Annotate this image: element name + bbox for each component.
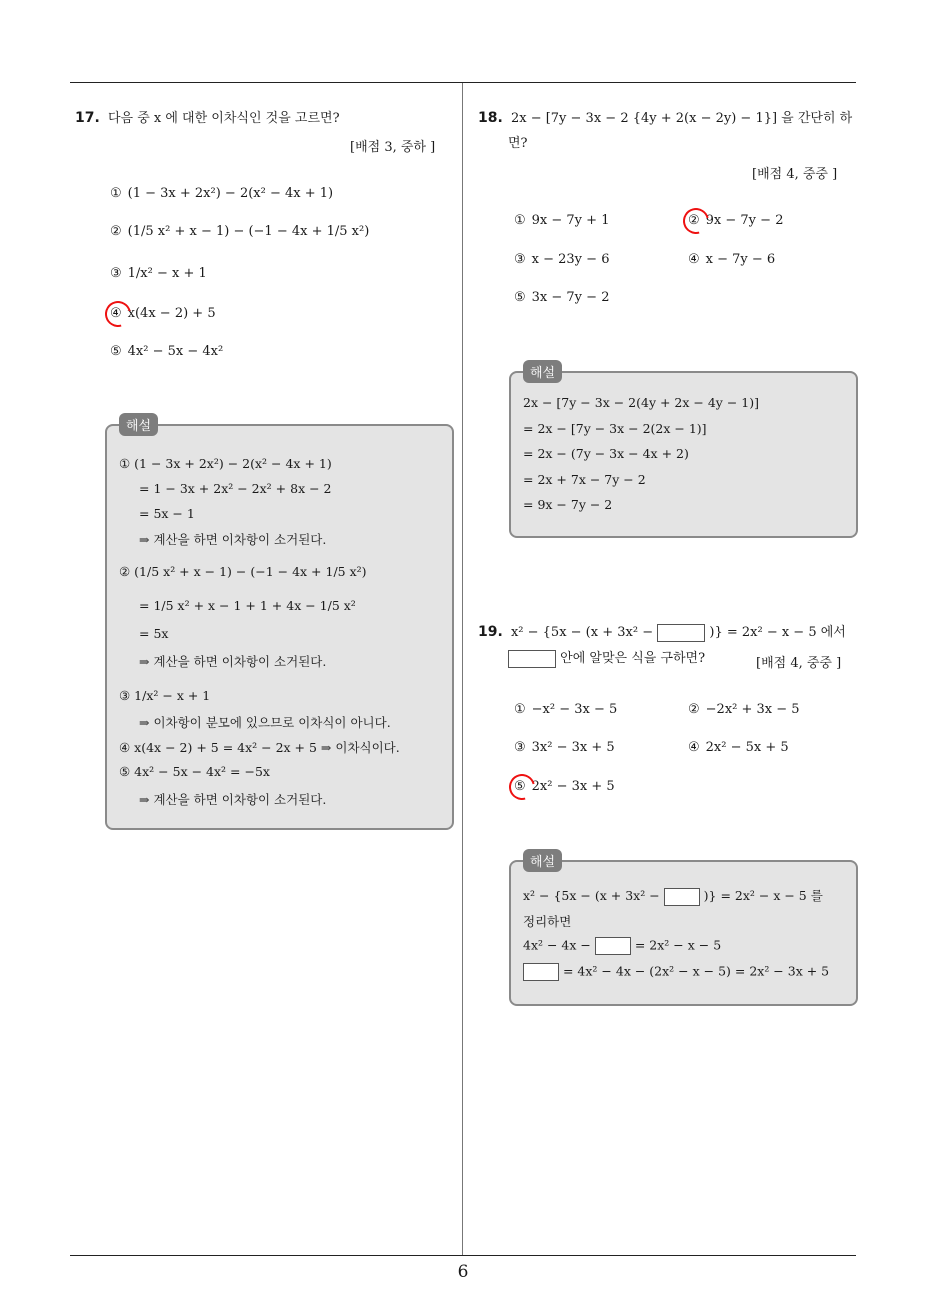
selected-answer-mark: ⑤ <box>514 779 526 794</box>
option-text: −x² − 3x − 5 <box>531 702 618 717</box>
explanation-line: ③ 1/x² − x + 1 <box>119 688 211 703</box>
q17-text: 다음 중 x 에 대한 이차식인 것을 고르면? <box>107 111 340 126</box>
q18-option-3[interactable] <box>514 252 609 267</box>
explanation-line: 2x − [7y − 3x − 2(4y + 2x − 4y − 1)] <box>523 395 759 410</box>
q17-number: 17. <box>75 110 100 126</box>
q18-option-2[interactable] <box>688 213 783 228</box>
option-number: ③ <box>514 252 526 267</box>
explanation-line: = 2x − [7y − 3x − 2(2x − 1)] <box>523 421 707 436</box>
q18-option-5[interactable] <box>514 290 609 305</box>
q17-option-4[interactable] <box>110 306 216 321</box>
q18-meta: [배점 4, 중중 ] <box>752 167 838 182</box>
explanation-text: )} = 2x² − x − 5 를 <box>703 888 823 903</box>
option-number: ① <box>514 702 526 717</box>
explanation-line: ① (1 − 3x + 2x²) − 2(x² − 4x + 1) <box>119 456 332 471</box>
option-number: ① <box>514 213 526 228</box>
q17-stem <box>75 106 340 131</box>
explanation-line: ⇒ 이차항이 분모에 있으므로 이차식이 아니다. <box>139 715 391 730</box>
explanation-line: ⑤ 4x² − 5x − 4x² = −5x <box>119 764 270 779</box>
explanation-line: ⇒ 계산을 하면 이차항이 소거된다. <box>139 654 327 669</box>
explanation-line <box>523 937 721 955</box>
option-text: 4x² − 5x − 4x² <box>127 344 224 359</box>
explanation-line: = 1 − 3x + 2x² − 2x² + 8x − 2 <box>139 481 332 496</box>
explanation-line: ⇒ 계산을 하면 이차항이 소거된다. <box>139 532 327 547</box>
q19-option-4[interactable] <box>688 740 789 755</box>
page-number: 6 <box>457 1262 469 1282</box>
q18-text-line2: 면? <box>508 136 528 151</box>
q19-meta: [배점 4, 중중 ] <box>756 656 842 671</box>
q17-option-1[interactable] <box>110 186 333 201</box>
explanation-text: = 4x² − 4x − (2x² − x − 5) = 2x² − 3x + 5 <box>562 963 830 979</box>
explanation-tag: 해설 <box>523 360 562 383</box>
answer-blank-box <box>664 888 700 906</box>
explanation-text: = 2x² − x − 5 <box>634 937 722 953</box>
option-text: (1 − 3x + 2x²) − 2(x² − 4x + 1) <box>127 186 334 201</box>
option-number: ④ <box>688 252 700 267</box>
q17-option-2[interactable] <box>110 224 369 239</box>
option-text: 9x − 7y + 1 <box>531 213 610 228</box>
answer-blank-box <box>523 963 559 981</box>
option-number: ③ <box>110 266 122 281</box>
q18-option-4[interactable] <box>688 252 775 267</box>
q17-meta: [배점 3, 중하 ] <box>350 140 436 155</box>
answer-blank-box <box>508 650 556 668</box>
q18-explanation-box <box>509 366 858 538</box>
option-text: −2x² + 3x − 5 <box>705 702 800 717</box>
explanation-line: = 5x − 1 <box>139 506 195 521</box>
option-number: ④ <box>688 740 700 755</box>
q18-stem <box>478 106 852 131</box>
explanation-tag: 해설 <box>119 413 158 436</box>
selected-answer-mark: ② <box>688 213 700 228</box>
explanation-text: x² − {5x − (x + 3x² − <box>523 888 660 903</box>
q18-option-1[interactable] <box>514 213 609 228</box>
option-text: x − 7y − 6 <box>705 252 776 267</box>
option-number: ⑤ <box>514 290 526 305</box>
option-text: 9x − 7y − 2 <box>705 213 784 228</box>
q18-number: 18. <box>478 110 503 126</box>
option-text: x(4x − 2) + 5 <box>127 306 216 321</box>
answer-blank-box <box>595 937 631 955</box>
q17-explanation-box <box>105 419 454 830</box>
q19-option-1[interactable] <box>514 702 617 717</box>
explanation-line: ⇒ 계산을 하면 이차항이 소거된다. <box>139 792 327 807</box>
q19-option-2[interactable] <box>688 702 800 717</box>
option-text: (1/5 x² + x − 1) − (−1 − 4x + 1/5 x²) <box>127 224 370 239</box>
explanation-tag: 해설 <box>523 849 562 872</box>
option-text: 3x² − 3x + 5 <box>531 740 615 755</box>
q18-text-line1: 2x − [7y − 3x − 2 {4y + 2(x − 2y) − 1}] 을 간단히 하 <box>510 111 853 126</box>
q19-text-part2: )} = 2x² − x − 5 에서 <box>709 625 846 640</box>
option-text: 3x − 7y − 2 <box>531 290 610 305</box>
q19-explanation-box <box>509 855 858 1006</box>
explanation-line: = 5x <box>139 626 169 641</box>
option-text: x − 23y − 6 <box>531 252 610 267</box>
option-text: 2x² − 5x + 5 <box>705 740 789 755</box>
q19-stem <box>478 620 846 645</box>
q19-option-5[interactable] <box>514 779 615 794</box>
option-text: 2x² − 3x + 5 <box>531 779 615 794</box>
explanation-line: = 1/5 x² + x − 1 + 1 + 4x − 1/5 x² <box>139 598 356 613</box>
q19-text-part3: 안에 알맞은 식을 구하면? <box>560 651 706 666</box>
explanation-line: = 9x − 7y − 2 <box>523 497 613 512</box>
column-divider <box>462 83 463 1255</box>
selected-answer-mark: ④ <box>110 306 122 321</box>
header-rule <box>70 82 856 83</box>
option-number: ⑤ <box>110 344 122 359</box>
option-number: ② <box>110 224 122 239</box>
explanation-line: = 2x + 7x − 7y − 2 <box>523 472 646 487</box>
q19-text-line2 <box>508 647 705 671</box>
explanation-line: 정리하면 <box>523 914 572 929</box>
q19-option-3[interactable] <box>514 740 615 755</box>
explanation-line: ② (1/5 x² + x − 1) − (−1 − 4x + 1/5 x²) <box>119 564 367 579</box>
q19-text-part1: x² − {5x − (x + 3x² − <box>510 625 654 640</box>
option-number: ① <box>110 186 122 201</box>
option-number: ③ <box>514 740 526 755</box>
q17-option-5[interactable] <box>110 344 223 359</box>
explanation-text: 4x² − 4x − <box>523 937 591 953</box>
explanation-line: ④ x(4x − 2) + 5 = 4x² − 2x + 5 ⇒ 이차식이다. <box>119 740 400 755</box>
answer-blank-box <box>657 624 705 642</box>
option-text: 1/x² − x + 1 <box>127 266 207 281</box>
explanation-line <box>523 963 829 981</box>
q17-option-3[interactable] <box>110 266 207 281</box>
option-number: ② <box>688 702 700 717</box>
footer-rule <box>70 1255 856 1256</box>
explanation-line: = 2x − (7y − 3x − 4x + 2) <box>523 446 689 461</box>
explanation-line <box>523 886 823 906</box>
q19-number: 19. <box>478 624 503 640</box>
